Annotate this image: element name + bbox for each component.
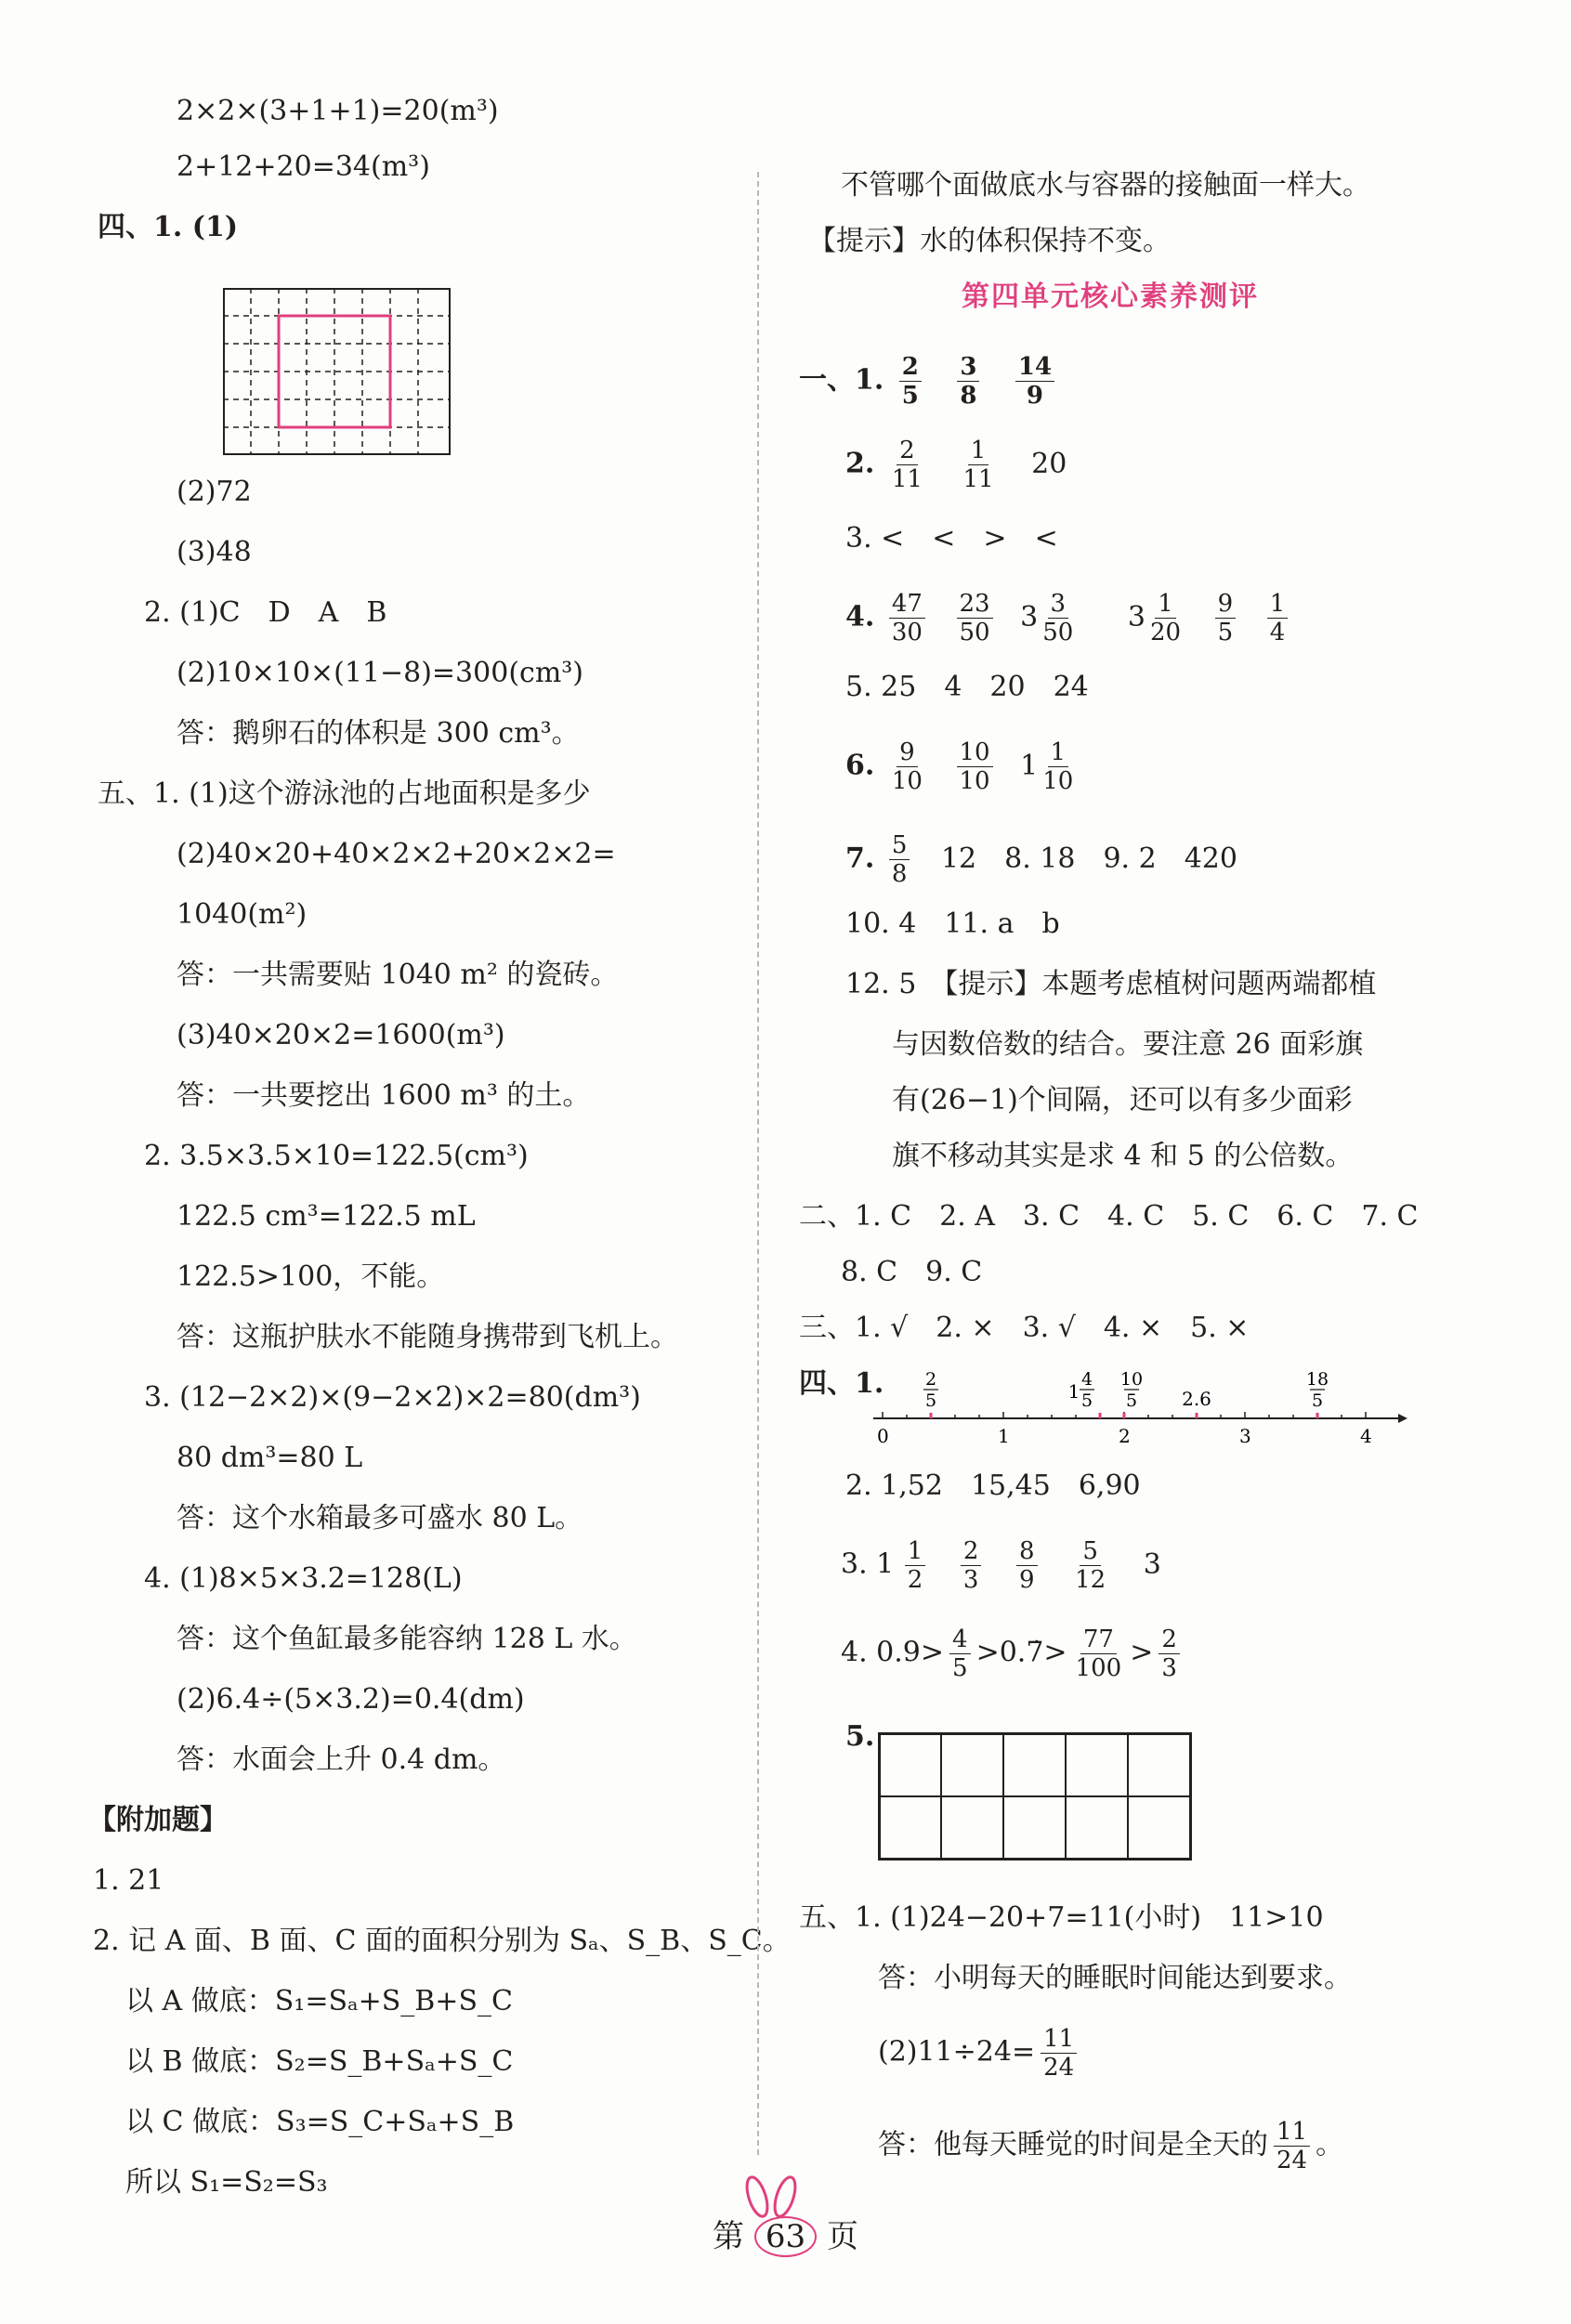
s5-q2: (2)11÷24= $\frac{11}{24}$ — [878, 2025, 1082, 2082]
text-line: 【提示】水的体积保持不变。 — [808, 225, 1171, 257]
text-line: 答：这瓶护肤水不能随身携带到飞机上。 — [177, 1321, 678, 1353]
s5-answer: 答：他每天睡觉的时间是全天的 $\frac{11}{24}$ 。 — [878, 2118, 1344, 2174]
fraction: $\frac{5}{12}$ — [1075, 1537, 1106, 1594]
fraction: $\frac{5}{8}$ — [889, 831, 910, 888]
text-line: 122.5>100，不能。 — [177, 1260, 445, 1293]
section-4-label: 四、1. — [799, 1367, 884, 1400]
text-line: (2)40×20+40×2×2+20×2×2= — [177, 838, 616, 870]
text-line: 以 A 做底：S₁=Sₐ+S_B+S_C — [125, 1985, 513, 2017]
fraction: $\frac{2}{11}$ — [891, 437, 923, 493]
fraction: $\frac{3}{8}$ — [957, 353, 979, 410]
number-line-marks — [923, 1369, 1329, 1418]
page-footer — [0, 2211, 1571, 2257]
s4-q3: 3. 1 $\frac{1}{2}$ $\frac{2}{3}$ $\frac{8}{9}$ $\frac{5}{12}$ 3 — [841, 1537, 1161, 1594]
text-line: 答：一共要挖出 1600 m³ 的土。 — [177, 1079, 591, 1112]
fraction: $\frac{11}{24}$ — [1041, 2025, 1077, 2082]
fraction: $\frac{47}{30}$ — [889, 590, 925, 646]
text-line: 4. (1)8×5×3.2=128(L) — [144, 1562, 463, 1595]
text-line: 五、1. (1)这个游泳池的占地面积是多少 — [98, 777, 591, 810]
fraction: $\frac{3}{50}$ — [1042, 590, 1074, 646]
number-line-tick-label: 2 — [1119, 1425, 1131, 1447]
text-line: 2. (1)C D A B — [144, 596, 387, 629]
fraction: $\frac{1}{4}$ — [1267, 590, 1289, 646]
section-2-line: 8. C 9. C — [841, 1256, 983, 1288]
text-line: 122.5 cm³=122.5 mL — [177, 1200, 476, 1233]
number-line-label: 2 — [924, 1369, 937, 1390]
fraction: $\frac{1}{20}$ — [1149, 590, 1182, 646]
text-line: 答：一共需要贴 1040 m² 的瓷砖。 — [177, 959, 619, 991]
page-suffix: 页 — [826, 2218, 858, 2255]
fraction: $\frac{10}{10}$ — [957, 738, 993, 795]
q6: 6. $\frac{9}{10}$ $\frac{10}{10}$ 1 $\frac{1}{10}$ — [845, 738, 1081, 795]
fraction: $\frac{2}{5}$ — [899, 353, 922, 410]
text-line: (3)40×20×2=1600(m³) — [177, 1019, 505, 1051]
number-line-label: 2.6 — [1182, 1388, 1211, 1410]
text-line: 2×2×(3+1+1)=20(m³) — [177, 95, 499, 127]
q1 — [799, 353, 1060, 410]
fraction: $\frac{1}{11}$ — [962, 437, 994, 493]
column-divider — [757, 172, 759, 2155]
text-line: 不管哪个面做底水与容器的接触面一样大。 — [841, 169, 1370, 202]
text-line: 以 B 做底：S₂=S_B+Sₐ+S_C — [125, 2045, 514, 2078]
number-line-label: 18 — [1305, 1369, 1329, 1390]
text-line: 答：鹅卵石的体积是 300 cm³。 — [177, 717, 580, 750]
text-line: 答：这个鱼缸最多能容纳 128 L 水。 — [177, 1623, 637, 1655]
bonus-heading: 【附加题】 — [88, 1804, 228, 1836]
section-title: 第四单元核心素养测评 — [962, 281, 1259, 313]
number-line-tick-label: 0 — [877, 1425, 889, 1447]
grid-lines — [223, 288, 451, 455]
fraction: $\frac{77}{100}$ — [1075, 1625, 1122, 1682]
q3: 3. < < > < — [845, 522, 1058, 555]
fraction: $\frac{14}{9}$ — [1015, 353, 1054, 410]
q7: 7. $\frac{5}{8}$ 12 8. 18 9. 2 420 — [845, 831, 1237, 888]
number-line-tick-label: 1 — [998, 1425, 1010, 1447]
fraction: $\frac{9}{5}$ — [1215, 590, 1237, 646]
text-line: (3)48 — [177, 536, 252, 568]
text-line: 1. 21 — [93, 1864, 164, 1897]
number-line-label: 4 — [1080, 1369, 1093, 1390]
text-line: (2)6.4÷(5×3.2)=0.4(dm) — [177, 1683, 525, 1716]
text-line: 2. 记 A 面、B 面、C 面的面积分别为 Sₐ、S_B、S_C。 — [93, 1925, 791, 1957]
q12-line: 旗不移动其实是求 4 和 5 的公倍数。 — [892, 1140, 1354, 1172]
fraction: $\frac{11}{24}$ — [1274, 2118, 1310, 2174]
number-line-label: 1 — [1067, 1380, 1080, 1403]
fraction: $\frac{2}{3}$ — [1159, 1625, 1180, 1682]
text-line: 答：水面会上升 0.4 dm。 — [177, 1743, 506, 1776]
s5-line: 答：小明每天的睡眠时间能达到要求。 — [878, 1962, 1352, 1994]
text-line: (2)10×10×(11−8)=300(cm³) — [177, 657, 584, 689]
text-line: 2+12+20=34(m³) — [177, 150, 430, 183]
s5-line: 五、1. (1)24−20+7=11(小时) 11>10 — [799, 1901, 1324, 1934]
fraction: $\frac{8}{9}$ — [1016, 1537, 1038, 1594]
q10: 10. 4 11. a b — [845, 907, 1060, 940]
text-line: 80 dm³=80 L — [177, 1442, 363, 1474]
fraction: $\frac{2}{3}$ — [961, 1537, 982, 1594]
number-line-tick-label: 3 — [1239, 1425, 1251, 1447]
page-number: 63 — [754, 2216, 817, 2257]
number-line-label: 5 — [1125, 1390, 1138, 1411]
figure-grid-lines — [878, 1732, 1192, 1861]
fraction: $\frac{1}{10}$ — [1042, 738, 1074, 795]
number-line-label: 5 — [1311, 1390, 1324, 1411]
q4: 4. $\frac{47}{30}$ $\frac{23}{50}$ 3 $\frac{3}{50}$ 3 $\frac{1}{20}$ $\frac{9}{5}$ $\frac{1}{4}$ — [845, 590, 1293, 646]
fraction: $\frac{9}{10}$ — [891, 738, 923, 795]
number-line-tick-label: 4 — [1360, 1425, 1372, 1447]
section-2-line: 二、1. C 2. A 3. C 4. C 5. C 6. C 7. C — [799, 1200, 1419, 1233]
s4-q2: 2. 1,52 15,45 6,90 — [845, 1469, 1141, 1502]
arrow-head — [1398, 1414, 1407, 1423]
number-line-label: 5 — [1080, 1390, 1093, 1411]
q12-line: 有(26−1)个间隔，还可以有多少面彩 — [892, 1084, 1353, 1116]
q1-label: 一、1. — [799, 363, 884, 397]
number-line-label: 5 — [924, 1390, 937, 1411]
q5: 5. 25 4 20 24 — [845, 671, 1089, 703]
q2: 2. $\frac{2}{11}$ $\frac{1}{11}$ 20 — [845, 437, 1067, 493]
text-line: 以 C 做底：S₃=S_C+Sₐ+S_B — [125, 2106, 515, 2138]
text-line: 答：这个水箱最多可盛水 80 L。 — [177, 1502, 583, 1534]
fraction: $\frac{4}{5}$ — [949, 1625, 971, 1682]
text-line: 1040(m²) — [177, 898, 308, 931]
s4-q5-label: 5. — [845, 1720, 875, 1753]
question-label: 四、1. (1) — [98, 211, 239, 243]
text-line: (2)72 — [177, 476, 252, 508]
q12-line: 12. 5 【提示】本题考虑植树问题两端都植 — [845, 968, 1377, 1000]
fraction: $\frac{1}{2}$ — [905, 1537, 926, 1594]
section-3-line: 三、1. √ 2. × 3. √ 4. × 5. × — [799, 1312, 1250, 1344]
page-prefix: 第 — [713, 2218, 745, 2255]
q12-line: 与因数倍数的结合。要注意 26 面彩旗 — [892, 1028, 1364, 1061]
text-line: 所以 S₁=S₂=S₃ — [125, 2166, 328, 2199]
s4-q4: 4. 0.9> $\frac{4}{5}$ >0.7̇> $\frac{77}{100}$ > $\frac{2}{3}$ — [841, 1625, 1185, 1682]
dotted-grid-figure — [223, 288, 451, 455]
text-line: 3. (12−2×2)×(9−2×2)×2=80(dm³) — [144, 1381, 641, 1414]
number-line — [869, 1361, 1407, 1454]
rectangle-grid-figure — [878, 1732, 1194, 1862]
number-line-label: 10 — [1119, 1369, 1144, 1390]
text-line: 2. 3.5×3.5×10=122.5(cm³) — [144, 1140, 529, 1172]
fraction: $\frac{23}{50}$ — [957, 590, 993, 646]
